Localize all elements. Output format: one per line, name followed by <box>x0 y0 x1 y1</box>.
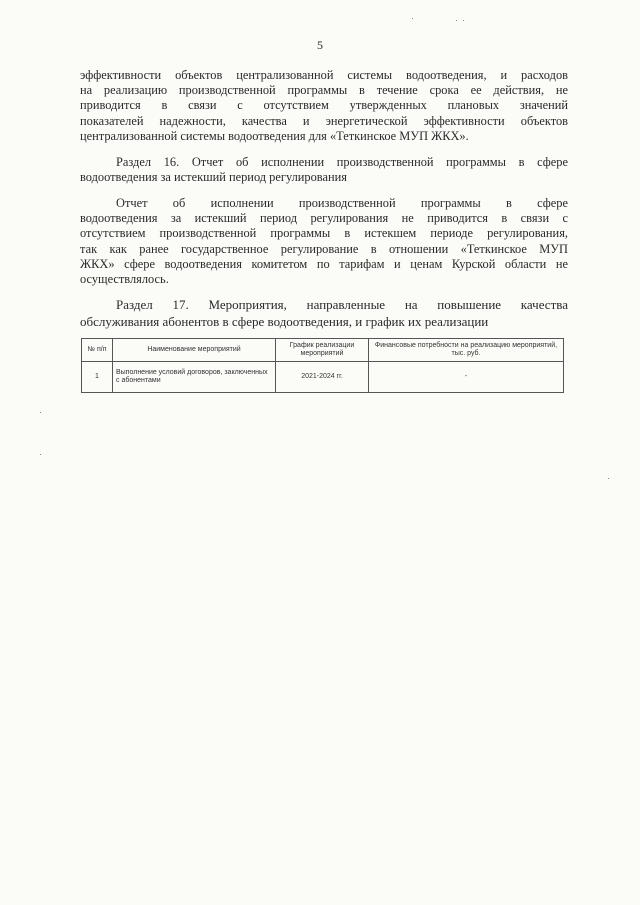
page-number: 5 <box>317 38 323 52</box>
text-line: водоотведения за истекший период регулирования не приводится в связи с <box>80 211 568 226</box>
scan-speck <box>463 20 464 21</box>
header-name: Наименование мероприятий <box>113 339 276 362</box>
text-line: Отчет об исполнении производственной программы в сфере <box>116 196 568 210</box>
text-line: приводится в связи с отсутствием утвержденных плановых значений <box>80 98 568 113</box>
text-line: эффективности объектов централизованной системы водоотведения, и расходов <box>80 68 568 82</box>
scan-speck <box>40 412 41 413</box>
cell-finance: - <box>369 362 564 393</box>
text-line: показателей надежности, качества и энергетической эффективности объектов <box>80 113 568 128</box>
scan-speck <box>456 20 457 21</box>
text-line: централизованной системы водоотведения для «Теткинское МУП ЖКХ». <box>80 128 469 143</box>
text-line: ЖКХ» сфере водоотведения комитетом по тарифам и ценам Курской области не <box>80 256 568 271</box>
heading-line: обслуживания абонентов в сфере водоотведения, и график их реализации <box>80 313 489 329</box>
heading-line: водоотведения за истекший период регулирования <box>80 170 347 185</box>
text-line: на реализацию производственной программы в течение срока ее действия, не <box>80 83 568 98</box>
header-finance: Финансовые потребности на реализацию мероприятий, тыс. руб. <box>369 339 564 362</box>
scan-speck <box>608 478 609 479</box>
heading-line: Раздел 16. Отчет об исполнении производственной программы в сфере <box>116 155 568 169</box>
table-row <box>82 362 564 393</box>
text-line: осуществлялось. <box>80 272 169 287</box>
paragraph-indicators <box>80 68 568 144</box>
text-line: так как ранее государственное регулирование в отношении «Теткинское МУП <box>80 241 568 256</box>
scan-speck <box>412 18 413 19</box>
text-line: отсутствием производственной программы в истекшем периоде регулирования, <box>80 226 568 241</box>
measures-table <box>81 338 564 393</box>
section-17-heading <box>80 297 568 330</box>
table-header-row <box>82 339 564 362</box>
header-schedule: График реализации мероприятий <box>276 339 369 362</box>
paragraph-report <box>80 196 568 287</box>
scan-speck <box>40 454 41 455</box>
section-16-heading <box>80 155 568 185</box>
cell-num: 1 <box>82 362 113 393</box>
cell-schedule: 2021-2024 гг. <box>276 362 369 393</box>
heading-line: Раздел 17. Мероприятия, направленные на повышение качества <box>116 297 568 312</box>
header-num: № п/п <box>82 339 113 362</box>
cell-name: Выполнение условий договоров, заключенных с абонентами <box>113 362 276 393</box>
